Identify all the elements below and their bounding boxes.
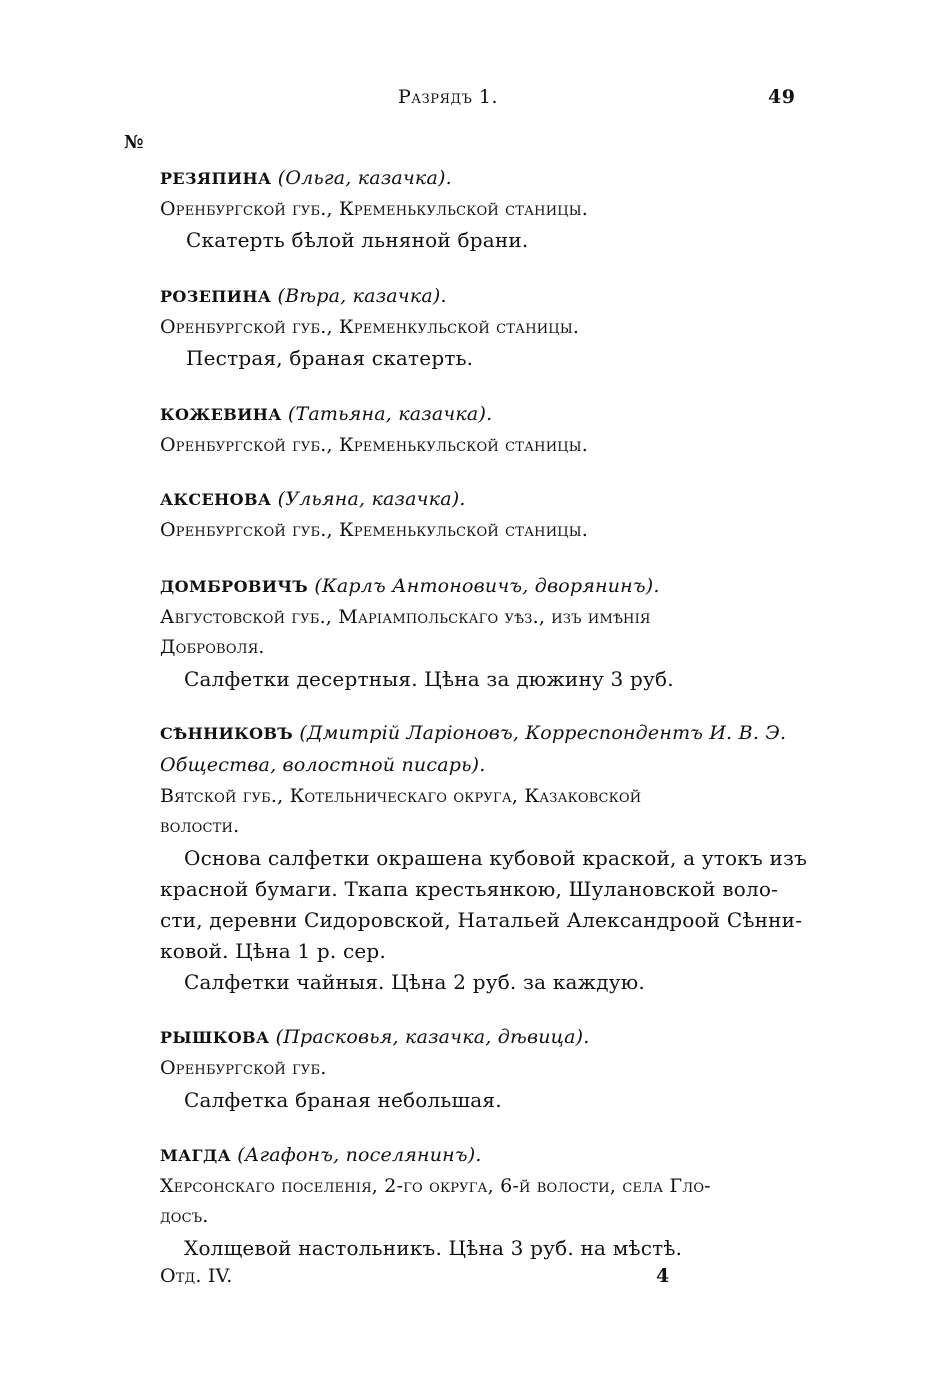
- page-number: 49: [768, 86, 796, 108]
- entry-item: Основа салфетки окрашена кубовой краской, а утокъ изъ: [184, 846, 808, 870]
- entry-item: Салфетки чайныя. Цѣна 2 руб. за каждую.: [184, 970, 645, 994]
- entry-heading: [160, 1144, 482, 1166]
- entry-heading: [160, 1026, 590, 1048]
- entry-item: сти, деревни Сидоровской, Натальей Александроой Сѣнни-: [160, 908, 803, 932]
- entry-detail: Общества, волостной писарь).: [160, 754, 486, 776]
- entry-name: МАГДА: [160, 1146, 232, 1165]
- entry-detail: (Дмитрій Ларіоновъ, Корреспондентъ И. В. Э.: [299, 722, 787, 744]
- entry-item: Салфетка браная небольшая.: [184, 1088, 502, 1112]
- entry-heading: [160, 167, 452, 189]
- number-marker: №: [124, 132, 144, 153]
- entry-heading: [160, 285, 447, 307]
- entry-name: РОЗЕПИНА: [160, 287, 272, 306]
- entry-item: Салфетки десертныя. Цѣна за дюжину 3 руб.: [184, 667, 674, 691]
- entry-heading: [160, 488, 466, 510]
- entry-location: Доброволя.: [160, 636, 265, 658]
- running-head: Разрядъ 1.: [398, 86, 499, 108]
- entry-item: Пестрая, браная скатерть.: [186, 346, 474, 370]
- entry-location: Вятской губ., Котельническаго округа, Казаковской: [160, 785, 642, 807]
- entry-location: досъ.: [160, 1205, 209, 1227]
- entry-name: СѢННИКОВЪ: [160, 724, 294, 743]
- entry-location: Оренбургской губ., Кременкульской станицы.: [160, 316, 580, 338]
- entry-name: КОЖЕВИНА: [160, 405, 282, 424]
- entry-detail: (Карлъ Антоновичъ, дворянинъ).: [314, 575, 660, 597]
- signature-mark: Отд. IV.: [160, 1265, 233, 1287]
- entry-detail: (Агафонъ, поселянинъ).: [237, 1144, 482, 1166]
- entry-location: волости.: [160, 815, 240, 837]
- entry-location: Августовской губ., Маріампольскаго уѣз., изъ имѣнія: [160, 606, 651, 628]
- entry-heading: [160, 722, 786, 744]
- entry-name: РЫШКОВА: [160, 1028, 270, 1047]
- entry-name: АКСЕНОВА: [160, 490, 272, 509]
- entry-location: Оренбургской губ., Кременькульской станицы.: [160, 519, 589, 541]
- entry-heading: [160, 403, 492, 425]
- entry-location: Оренбургской губ.: [160, 1057, 327, 1079]
- entry-detail: (Прасковья, казачка, дѣвица).: [275, 1026, 590, 1048]
- entry-detail: (Ульяна, казачка).: [277, 488, 466, 510]
- entry-location: Оренбургской губ., Кременькульской станицы.: [160, 198, 589, 220]
- entry-location: Оренбургской губ., Кременькульской станицы.: [160, 434, 589, 456]
- entry-detail: (Ольга, казачка).: [277, 167, 452, 189]
- entry-detail: (Татьяна, казачка).: [287, 403, 493, 425]
- entry-detail: (Вѣра, казачка).: [277, 285, 447, 307]
- entry-item: Скатерть бѣлой льняной брани.: [186, 228, 529, 252]
- entry-name: РЕЗЯПИНА: [160, 169, 272, 188]
- entry-location: Херсонскаго поселенія, 2-го округа, 6-й волости, села Гло-: [160, 1175, 711, 1197]
- entry-item: ковой. Цѣна 1 р. сер.: [160, 939, 386, 963]
- entry-item: красной бумаги. Ткапа крестьянкою, Шулановской воло-: [160, 877, 779, 901]
- entry-heading: [160, 575, 660, 597]
- entry-item: Холщевой настольникъ. Цѣна 3 руб. на мѣстѣ.: [184, 1236, 683, 1260]
- entry-name: ДОМБРОВИЧЪ: [160, 577, 309, 596]
- sheet-number: 4: [656, 1265, 670, 1287]
